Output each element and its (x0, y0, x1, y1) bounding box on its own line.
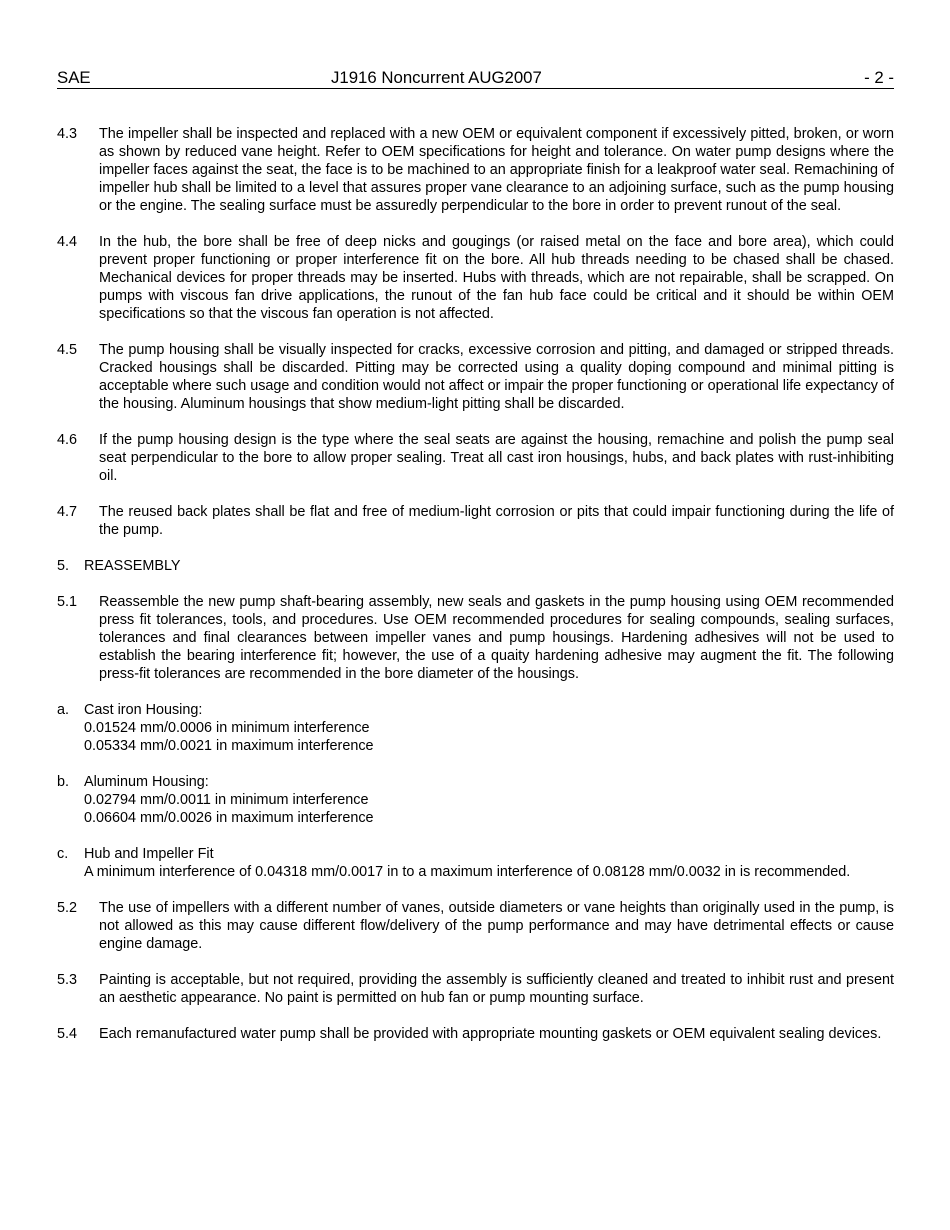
tolerance-line: 0.06604 mm/0.0026 in maximum interference (84, 810, 374, 826)
header-doc-id: J1916 Noncurrent AUG2007 (331, 68, 542, 87)
clause-4-7 (57, 503, 894, 539)
page-header (57, 68, 894, 89)
clause-text: Each remanufactured water pump shall be provided with appropriate mounting gaskets or OEM equivalent sealing devices. (99, 1026, 882, 1042)
clause-4-5 (57, 341, 894, 413)
section-title: REASSEMBLY (84, 558, 181, 574)
clause-text: If the pump housing design is the type where the seal seats are against the housing, remachine and polish the pump seal seat perpendicular to the bore to allow proper sealing. Treat all cast iron housings, hubs, and back plates with rust-inhibiting oil. (99, 432, 894, 484)
clause-5-3 (57, 971, 894, 1007)
clause-number: 4.3 (57, 126, 78, 142)
subclause-b (57, 773, 894, 827)
subclause-title: Cast iron Housing: (84, 702, 203, 718)
section-5-heading (57, 557, 894, 575)
subclause-a (57, 701, 894, 755)
tolerance-line: 0.02794 mm/0.0011 in minimum interference (84, 792, 369, 808)
subclause-title: Hub and Impeller Fit (84, 846, 214, 862)
clause-text: Reassemble the new pump shaft-bearing assembly, new seals and gaskets in the pump housing using OEM recommended press fit tolerances, tools, and procedures. Use OEM recommended procedures for sealing compounds, sealing surfaces, tolerances and final clearances between impeller vanes and pump housings. Hardening adhesives will not be used to establish the bearing interference fit; however, the use of a quaity hardening adhesive may augment the fit. The following press-fit tolerances are recommended in the bore diameter of the housings. (99, 594, 894, 682)
clause-number: 4.7 (57, 504, 78, 520)
clause-number: 5.1 (57, 594, 78, 610)
clause-number: 5.3 (57, 972, 78, 988)
tolerance-line: 0.01524 mm/0.0006 in minimum interference (84, 720, 370, 736)
clause-text: The use of impellers with a different number of vanes, outside diameters or vane heights than originally used in the pump, is not allowed as this may cause different flow/delivery of the pump performance and may have detrimental effects or cause engine damage. (99, 900, 894, 952)
clause-5-1 (57, 593, 894, 683)
clause-text: The pump housing shall be visually inspected for cracks, excessive corrosion and pitting, and damaged or stripped threads. Cracked housings shall be discarded. Pitting may be corrected using a quality doping compound and minimal pitting is acceptable where such usage and condition would not affect or impair the proper functioning or operational life expectancy of the housing. Aluminum housings that show medium-light pitting shall be discarded. (99, 342, 894, 412)
clause-4-4 (57, 233, 894, 323)
clause-5-2 (57, 899, 894, 953)
clause-number: 5.4 (57, 1026, 78, 1042)
clause-4-3 (57, 125, 894, 215)
section-number: 5. (57, 558, 70, 574)
subclause-c (57, 845, 894, 881)
subclause-letter: c. (57, 846, 69, 862)
clause-text: The reused back plates shall be flat and free of medium-light corrosion or pits that could impair functioning during the life of the pump. (99, 504, 894, 538)
clause-4-6 (57, 431, 894, 485)
header-org: SAE (57, 68, 91, 87)
tolerance-line: 0.05334 mm/0.0021 in maximum interference (84, 738, 374, 754)
clause-number: 4.6 (57, 432, 78, 448)
subclause-letter: b. (57, 774, 70, 790)
clause-text: In the hub, the bore shall be free of deep nicks and gougings (or raised metal on the face and bore area), which could prevent proper functioning or proper interference fit on the bore. All hub threads needing to be chased shall be chased. Mechanical devices for proper threads may be inserted. Hubs with threads, which are not repairable, shall be scrapped. On pumps with viscous fan drive applications, the runout of the fan hub face could be critical and it should be within OEM specifications so that the viscous fan operation is not affected. (99, 234, 894, 322)
clause-number: 4.5 (57, 342, 78, 358)
subclause-title: Aluminum Housing: (84, 774, 209, 790)
clause-text: The impeller shall be inspected and replaced with a new OEM or equivalent component if excessively pitted, broken, or worn as shown by reduced vane height. Refer to OEM specifications for height and tolerance. On water pump designs where the impeller faces against the seat, the face is to be machined to an appropriate finish for a leakproof water seal. Remachining of impeller hub shall be limited to a level that assures proper vane clearance to an adjoining surface, such as the pump housing or the engine. The sealing surface must be assuredly perpendicular to the bore in order to prevent runout of the seal. (99, 126, 894, 214)
clause-number: 5.2 (57, 900, 78, 916)
clause-text: Painting is acceptable, but not required, providing the assembly is sufficiently cleaned and treated to inhibit rust and present an aesthetic appearance. No paint is permitted on hub fan or pump mounting surface. (99, 972, 894, 1006)
header-page-number: - 2 - (864, 68, 894, 87)
subclause-letter: a. (57, 702, 70, 718)
document-body (57, 125, 894, 1061)
clause-5-4 (57, 1025, 894, 1043)
subclause-text: A minimum interference of 0.04318 mm/0.0017 in to a maximum interference of 0.08128 mm/0.0032 in is recommended. (84, 864, 851, 880)
clause-number: 4.4 (57, 234, 78, 250)
